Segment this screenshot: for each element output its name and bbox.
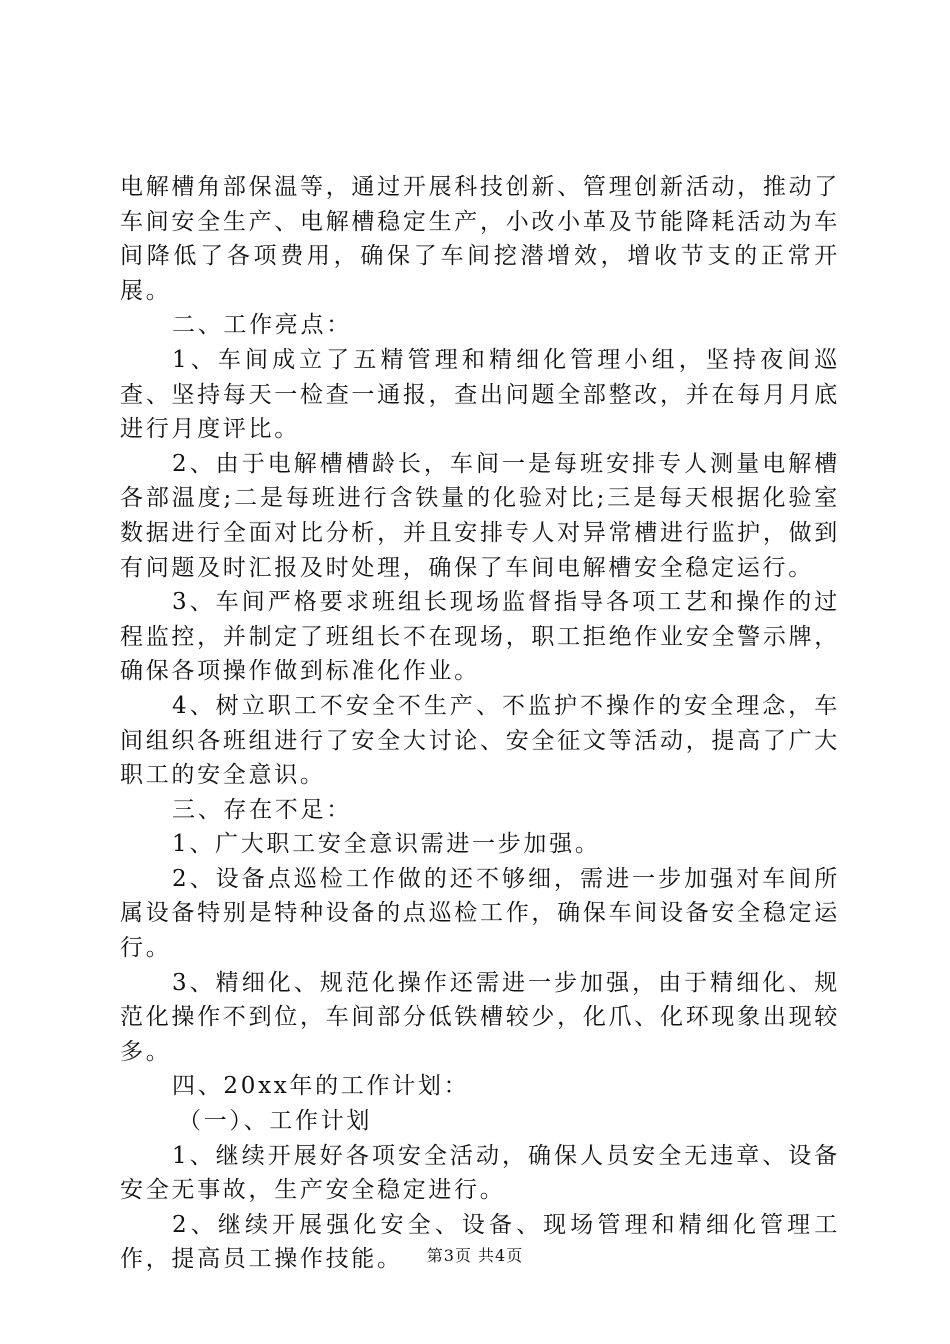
section-heading-shortfalls: 三、存在不足： xyxy=(172,796,352,823)
plan-item-2: 2、继续开展强化安全、设备、现场管理和精细化管理工作，提高员工操作技能。 xyxy=(120,1211,840,1273)
section-heading-highlights: 二、工作亮点： xyxy=(172,312,352,339)
highlight-item-4: 4、树立职工不安全不生产、不监护不操作的安全理念，车间组织各班组进行了安全大讨论、安全征文等活动，提高了广大职工的安全意识。 xyxy=(120,692,840,789)
page-number-footer: 第3页 共4页 xyxy=(426,1246,524,1265)
section-heading-plan: 四、20xx年的工作计划： xyxy=(172,1073,470,1100)
paragraph-intro-continuation: 电解槽角部保温等，通过开展科技创新、管理创新活动，推动了车间安全生产、电解槽稳定生产，小改小革及节能降耗活动为车间降低了各项费用，确保了车间挖潜增效，增收节支的正常开展。 xyxy=(120,174,840,304)
shortfall-item-2: 2、设备点巡检工作做的还不够细，需进一步加强对车间所属设备特别是特种设备的点巡检工作，确保车间设备安全稳定运行。 xyxy=(120,865,840,962)
document-body xyxy=(120,170,840,1277)
highlight-item-1: 1、车间成立了五精管理和精细化管理小组，坚持夜间巡查、坚持每天一检查一通报，查出问题全部整改，并在每月月底进行月度评比。 xyxy=(120,346,840,443)
subheading-work-plan: （一）、工作计划 xyxy=(178,1108,373,1135)
shortfall-item-1: 1、广大职工安全意识需进一步加强。 xyxy=(172,831,601,858)
shortfall-item-3: 3、精细化、规范化操作还需进一步加强，由于精细化、规范化操作不到位，车间部分低铁槽较少，化爪、化环现象出现较多。 xyxy=(120,969,840,1065)
highlight-item-3: 3、车间严格要求班组长现场监督指导各项工艺和操作的过程监控，并制定了班组长不在现场，职工拒绝作业安全警示牌，确保各项操作做到标准化作业。 xyxy=(120,589,840,685)
highlight-item-2: 2、由于电解槽槽龄长，车间一是每班安排专人测量电解槽各部温度;二是每班进行含铁量的化验对比;三是每天根据化验室数据进行全面对比分析，并且安排专人对异常槽进行监护，做到有问题及时汇报及时处理，确保了车间电解槽安全稳定运行。 xyxy=(120,450,840,581)
plan-item-1: 1、继续开展好各项安全活动，确保人员安全无违章、设备安全无事故，生产安全稳定进行。 xyxy=(120,1142,840,1204)
